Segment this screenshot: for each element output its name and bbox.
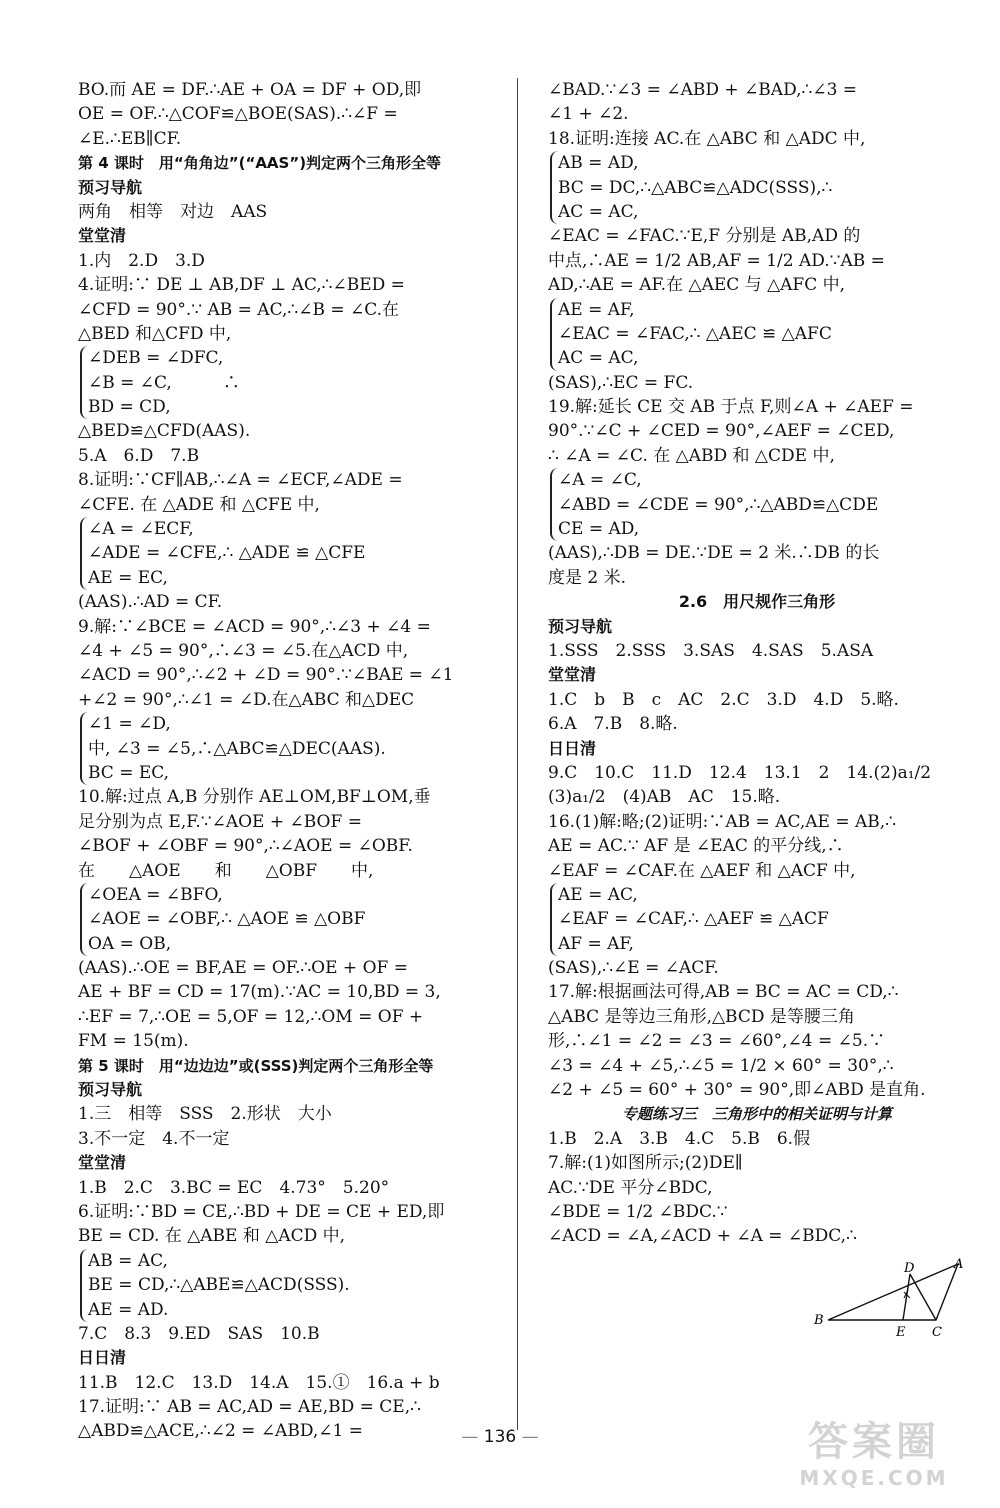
brace-line: AB = AC, — [88, 1250, 168, 1271]
right-column — [548, 78, 966, 1249]
text-line: (SAS),∴EC = FC. — [548, 372, 694, 393]
equation-brace — [80, 517, 490, 590]
text-line: 1.C b B c AC 2.C 3.D 4.D 5.略. — [548, 689, 899, 710]
brace-line: ∠EAF = ∠CAF,∴ △AEF ≌ △ACF — [558, 909, 829, 930]
text-line: △ABD≌△ACE,∴∠2 = ∠ABD,∠1 = — [78, 1421, 363, 1442]
text-line: ∠BDE = 1/2 ∠BDC.∵ — [548, 1201, 728, 1222]
text-line: 中点,∴AE = 1/2 AB,AF = 1/2 AD.∵AB = — [548, 250, 885, 271]
text-line: 两角 相等 对边 AAS — [78, 201, 268, 222]
text-line: 7.解:(1)如图所示;(2)DE∥ — [548, 1153, 743, 1174]
text-line: ∴EF = 7,∴OE = 5,OF = 12,∴OM = OF + — [78, 1006, 424, 1027]
page-number-dash: — — [461, 1427, 484, 1447]
text-line: ∠EAC = ∠FAC.∵E,F 分别是 AB,AD 的 — [548, 226, 861, 247]
topic-heading: 专题练习三 三角形中的相关证明与计算 — [621, 1105, 892, 1124]
page-number-value: 136 — [483, 1427, 517, 1447]
equation-brace — [550, 468, 966, 541]
text-line: ∠3 = ∠4 + ∠5,∴∠5 = 1/2 × 60° = 30°,∴ — [548, 1055, 894, 1076]
text-line: 6.A 7.B 8.略. — [548, 714, 678, 735]
brace-line: BC = EC, — [88, 762, 170, 783]
text-line: (AAS).∴OE = BF,AE = OF.∴OE + OF = — [78, 958, 408, 979]
text-line: +∠2 = 90°,∴∠1 = ∠D.在△ABC 和△DEC — [78, 689, 415, 710]
triangle-figure — [808, 1254, 968, 1344]
text-line: 11.B 12.C 13.D 14.A 15.① 16.a + b — [78, 1372, 440, 1393]
text-line: 18.证明:连接 AC.在 △ABC 和 △ADC 中, — [548, 128, 866, 149]
column-divider — [517, 78, 518, 1430]
text-line: 1.B 2.A 3.B 4.C 5.B 6.假 — [548, 1128, 811, 1149]
brace-line: AC = AC, — [558, 201, 639, 222]
brace-line: ∠A = ∠ECF, — [88, 519, 194, 540]
text-line: ∴ ∠A = ∠C. 在 △ABD 和 △CDE 中, — [548, 445, 835, 466]
text-line: ∠ACD = 90°,∴∠2 + ∠D = 90°.∵∠BAE = ∠1 — [78, 665, 454, 686]
brace-line: AE = AD. — [88, 1299, 169, 1320]
brace-line: BC = DC,∴△ABC≌△ADC(SSS),∴ — [558, 177, 833, 198]
brace-line: AF = AF, — [558, 933, 634, 954]
text-line: 1.SSS 2.SSS 3.SAS 4.SAS 5.ASA — [548, 640, 874, 661]
text-line: ∠CFD = 90°.∵ AB = AC,∴∠B = ∠C.在 — [78, 299, 400, 320]
section-heading: 日日清 — [548, 738, 597, 758]
text-line: 3.不一定 4.不一定 — [78, 1128, 230, 1149]
brace-line: ∠OEA = ∠BFO, — [88, 884, 223, 905]
text-line: △ABC 是等边三角形,△BCD 是等腰三角 — [548, 1006, 855, 1027]
equation-brace — [550, 298, 966, 371]
text-line: ∠4 + ∠5 = 90°,∴∠3 = ∠5.在△ACD 中, — [78, 640, 409, 661]
section-heading: 日日清 — [78, 1348, 127, 1368]
text-line: 度是 2 米. — [548, 567, 627, 588]
text-line: BO.而 AE = DF.∴AE + OA = DF + OD,即 — [78, 80, 422, 100]
text-line: 1.B 2.C 3.BC = EC 4.73° 5.20° — [78, 1177, 390, 1198]
text-line: AD,∴AE = AF.在 △AEC 与 △AFC 中, — [548, 275, 846, 296]
text-line: AE + BF = CD = 17(m).∵AC = 10,BD = 3, — [78, 982, 441, 1003]
brace-line: 中, ∠3 = ∠5,∴△ABC≌△DEC(AAS). — [88, 738, 386, 759]
label-b: B — [814, 1313, 824, 1328]
text-line: 10.解:过点 A,B 分别作 AE⊥OM,BF⊥OM,垂 — [78, 787, 431, 808]
label-e: E — [896, 1325, 906, 1340]
text-line: 17.解:根据画法可得,AB = BC = AC = CD,∴ — [548, 982, 899, 1003]
label-a: A — [954, 1257, 964, 1272]
text-line: 在 △AOE 和 △OBF 中, — [78, 860, 374, 881]
brace-line: AE = EC, — [88, 567, 168, 588]
text-line: 8.证明:∵CF∥AB,∴∠A = ∠ECF,∠ADE = — [78, 470, 403, 491]
watermark-cn: 答案圈 — [808, 1419, 940, 1465]
equation-brace — [550, 151, 966, 224]
brace-line: ∠A = ∠C, — [558, 470, 642, 491]
text-line: 6.证明:∵BD = CE,∴BD + DE = CE + ED,即 — [78, 1201, 445, 1222]
page-number-dash: — — [516, 1427, 539, 1447]
section-heading: 堂堂清 — [78, 226, 127, 246]
text-line: △BED≌△CFD(AAS). — [78, 421, 251, 442]
text-line: 1.内 2.D 3.D — [78, 250, 205, 271]
text-line: AE = AC.∵ AF 是 ∠EAC 的平分线,∴ — [548, 836, 844, 857]
label-d: D — [904, 1261, 915, 1276]
triangle-abc — [828, 1264, 958, 1320]
brace-line: ∠AOE = ∠OBF,∴ △AOE ≌ △OBF — [88, 909, 366, 930]
section-heading: 堂堂清 — [548, 665, 597, 685]
text-line: AC.∵DE 平分∠BDC, — [548, 1177, 713, 1198]
text-line: OE = OF.∴△COF≌△BOE(SAS).∴∠F = — [78, 104, 398, 125]
text-line: (SAS),∴∠E = ∠ACF. — [548, 958, 719, 979]
text-line: 19.解:延长 CE 交 AB 于点 F,则∠A + ∠AEF = — [548, 397, 914, 418]
brace-line: CE = AD, — [558, 519, 640, 540]
lesson-heading: 第 5 课时 用“边边边”或(SSS)判定两个三角形全等 — [78, 1056, 434, 1075]
text-line: 形,∴∠1 = ∠2 = ∠3 = ∠60°,∠4 = ∠5.∵ — [548, 1031, 886, 1052]
brace-line: BE = CD,∴△ABE≌△ACD(SSS). — [88, 1275, 350, 1296]
text-line: (3)a₁/2 (4)AB AC 15.略. — [548, 787, 781, 808]
equation-brace — [550, 883, 966, 956]
text-line: ∠E.∴EB∥CF. — [78, 128, 182, 149]
brace-line: ∠ADE = ∠CFE,∴ △ADE ≌ △CFE — [88, 543, 366, 564]
text-line: ∠EAF = ∠CAF.在 △AEF 和 △ACF 中, — [548, 860, 856, 881]
text-line: 9.C 10.C 11.D 12.4 13.1 2 14.(2)a₁/2 — [548, 762, 932, 783]
brace-line: BD = CD, — [88, 397, 171, 418]
text-line: 9.解:∵∠BCE = ∠ACD = 90°,∴∠3 + ∠4 = — [78, 616, 431, 637]
text-line: ∠BAD.∵∠3 = ∠ABD + ∠BAD,∴∠3 = — [548, 80, 858, 100]
text-line: 7.C 8.3 9.ED SAS 10.B — [78, 1323, 320, 1344]
text-line: 90°.∵∠C + ∠CED = 90°,∠AEF = ∠CED, — [548, 421, 895, 442]
section-heading: 堂堂清 — [78, 1153, 127, 1173]
text-line: ∠CFE. 在 △ADE 和 △CFE 中, — [78, 494, 320, 515]
text-line: 5.A 6.D 7.B — [78, 445, 200, 466]
text-line: 4.证明:∵ DE ⊥ AB,DF ⊥ AC,∴∠BED = — [78, 275, 405, 296]
equation-brace — [80, 1249, 490, 1322]
text-line: (AAS),∴DB = DE.∵DE = 2 米.∴DB 的长 — [548, 543, 880, 564]
brace-line: ∠B = ∠C, ∴ — [88, 372, 240, 393]
text-line: △BED 和△CFD 中, — [78, 323, 232, 344]
segment-cd — [910, 1274, 936, 1320]
text-line: ∠ACD = ∠A,∠ACD + ∠A = ∠BDC,∴ — [548, 1226, 857, 1247]
text-line: 16.(1)解:略;(2)证明:∵AB = AC,AE = AB,∴ — [548, 811, 897, 832]
watermark-en: MXQE.COM — [799, 1466, 949, 1490]
text-line: ∠BOF + ∠OBF = 90°,∴∠AOE = ∠OBF. — [78, 836, 413, 857]
section-heading: 预习导航 — [78, 1080, 143, 1100]
watermark-logo — [784, 1418, 964, 1498]
text-line: BE = CD. 在 △ABE 和 △ACD 中, — [78, 1226, 346, 1247]
text-line: ∠2 + ∠5 = 60° + 30° = 90°,即∠ABD 是直角. — [548, 1080, 926, 1101]
section-heading: 预习导航 — [78, 177, 143, 197]
equation-brace — [80, 883, 490, 956]
text-line: 17.证明:∵ AB = AC,AD = AE,BD = CE,∴ — [78, 1397, 421, 1418]
brace-line: ∠DEB = ∠DFC, — [88, 348, 224, 369]
left-column — [78, 78, 490, 1444]
label-c: C — [932, 1325, 942, 1340]
brace-line: AC = AC, — [558, 348, 639, 369]
chapter-title: 2.6 用尺规作三角形 — [678, 592, 836, 612]
equation-brace — [80, 346, 490, 419]
text-line: ∠1 + ∠2. — [548, 104, 629, 125]
brace-line: ∠EAC = ∠FAC,∴ △AEC ≌ △AFC — [558, 323, 832, 344]
brace-line: AB = AD, — [558, 153, 639, 174]
text-line: 1.三 相等 SSS 2.形状 大小 — [78, 1104, 332, 1125]
brace-line: OA = OB, — [88, 933, 172, 954]
brace-line: AE = AC, — [558, 884, 638, 905]
brace-line: ∠1 = ∠D, — [88, 714, 171, 735]
text-line: (AAS).∴AD = CF. — [78, 592, 223, 613]
equation-brace — [80, 712, 490, 785]
brace-line: AE = AF, — [558, 299, 635, 320]
lesson-heading: 第 4 课时 用“角角边”(“AAS”)判定两个三角形全等 — [78, 154, 442, 173]
text-line: FM = 15(m). — [78, 1031, 189, 1052]
section-heading: 预习导航 — [548, 616, 613, 636]
brace-line: ∠ABD = ∠CDE = 90°,∴△ABD≌△CDE — [558, 494, 879, 515]
text-line: 足分别为点 E,F.∵∠AOE + ∠BOF = — [78, 811, 362, 832]
